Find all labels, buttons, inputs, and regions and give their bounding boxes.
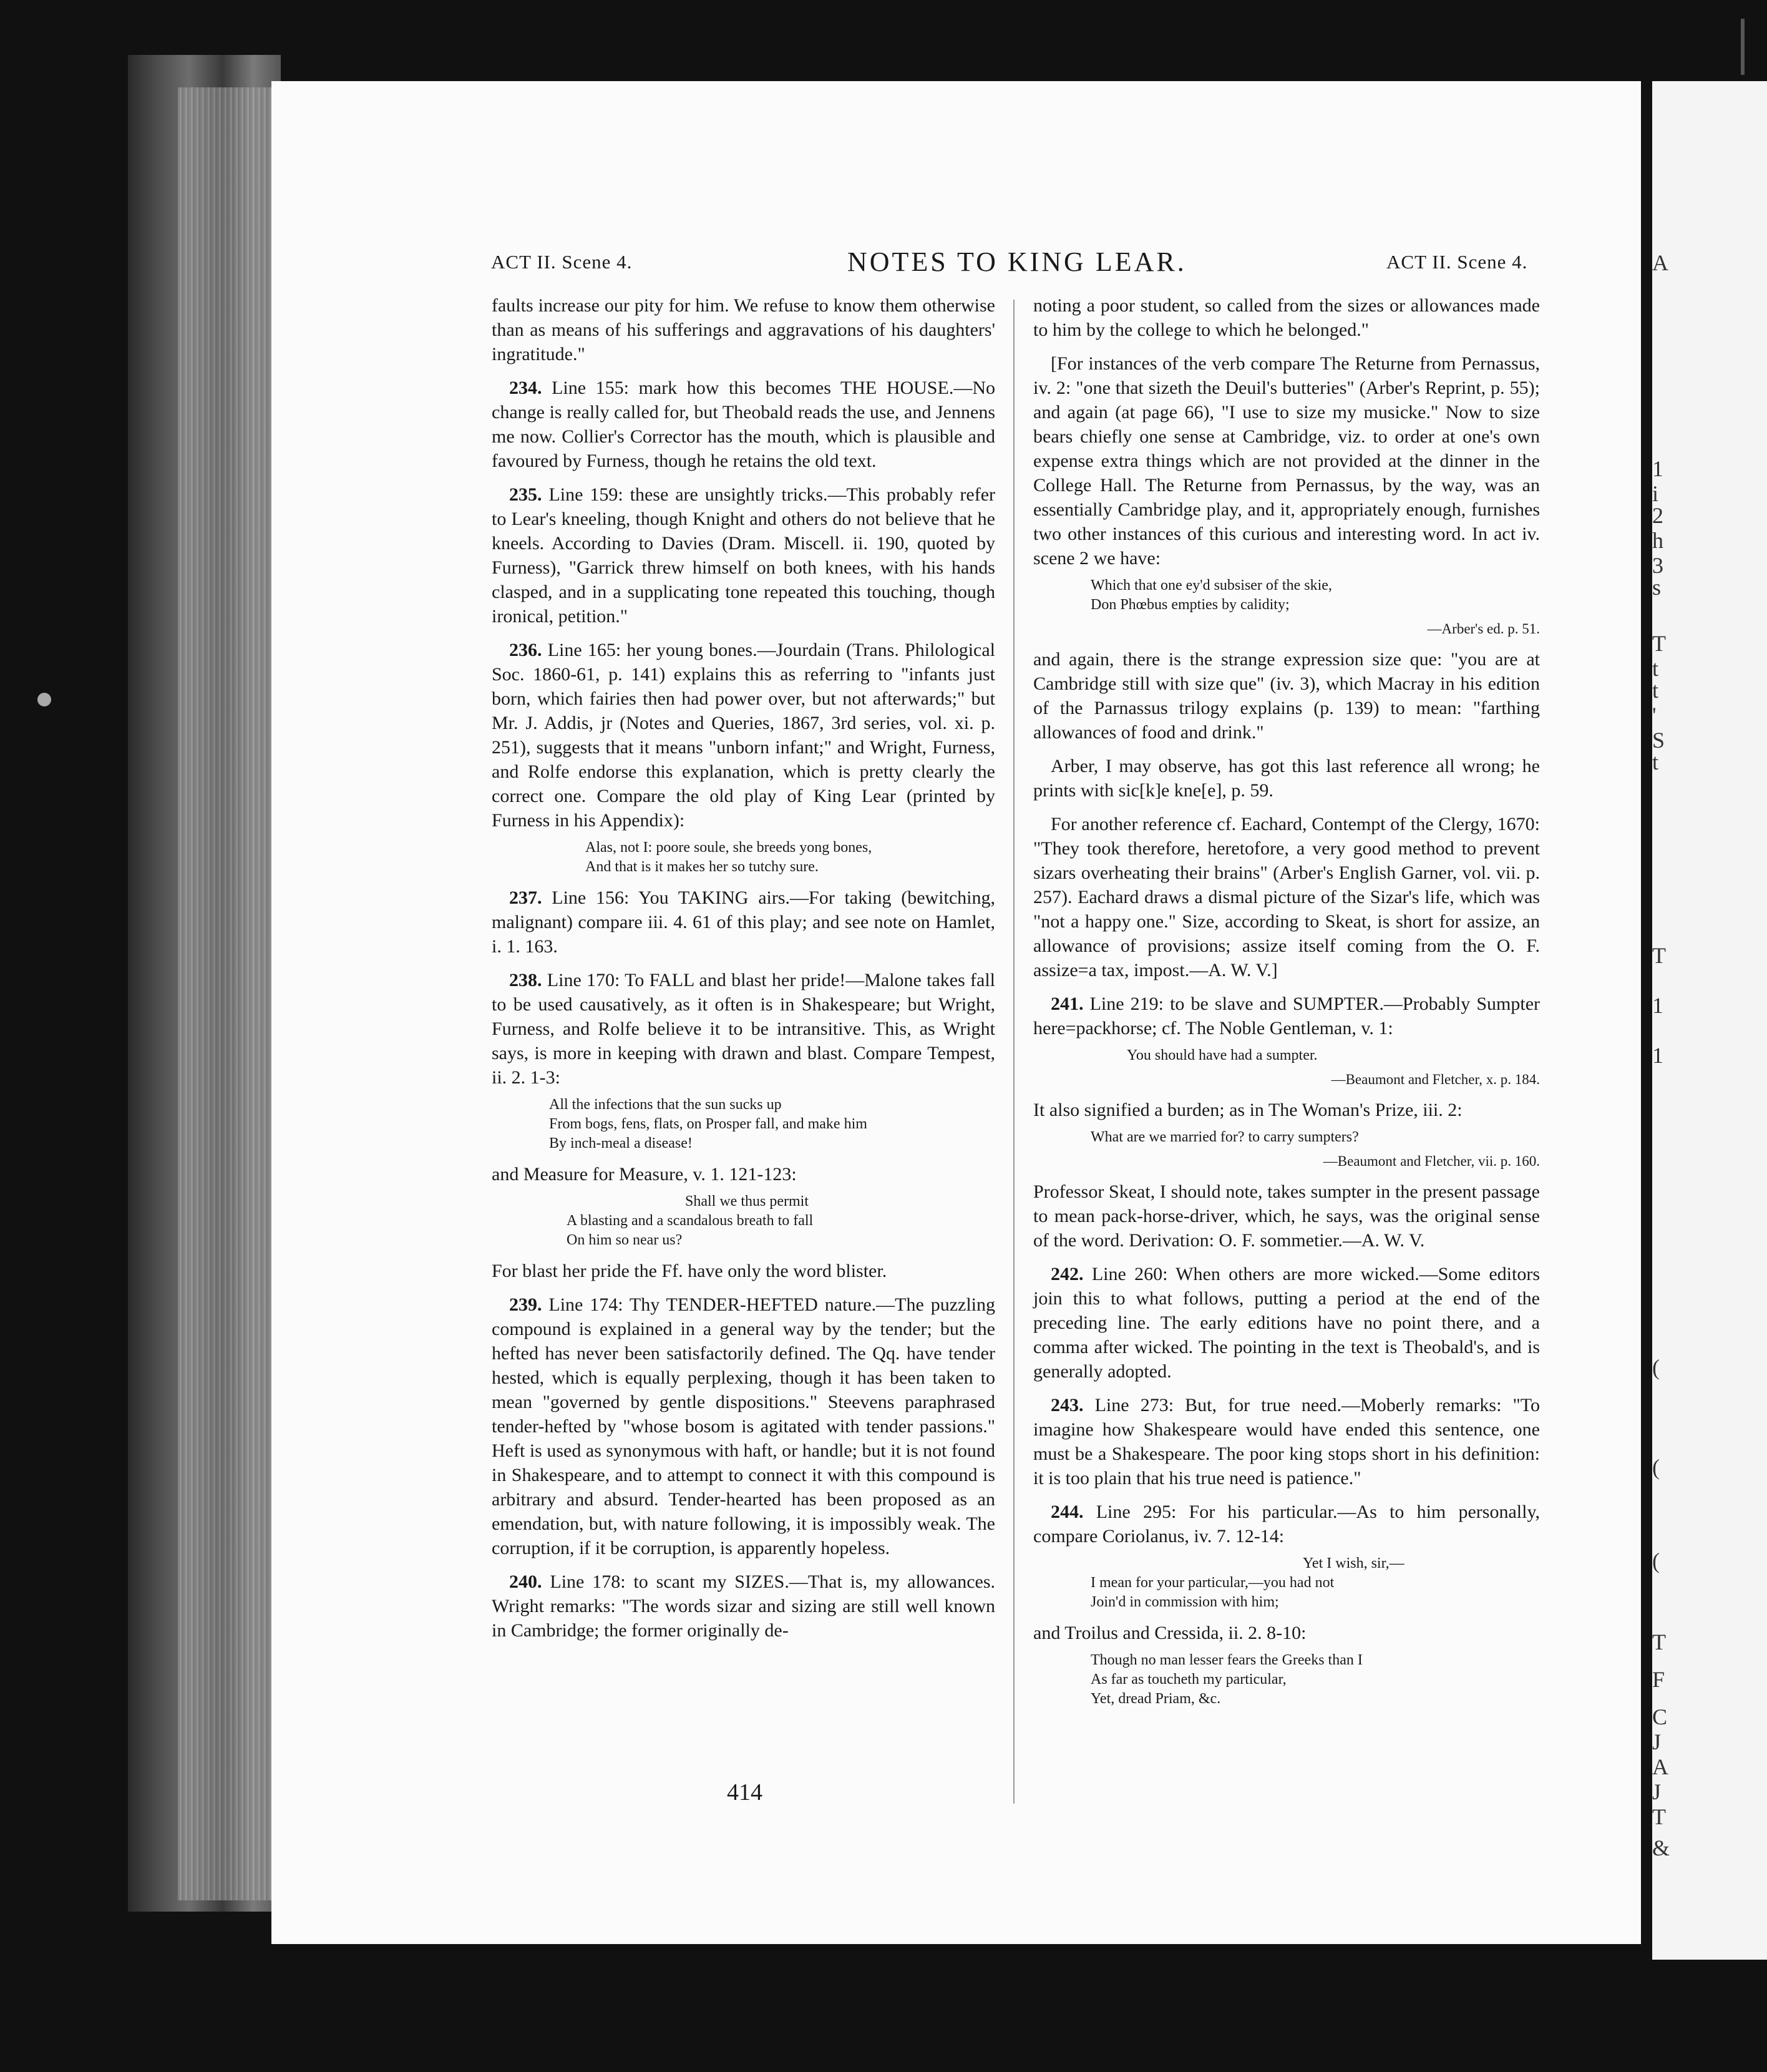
note-text: Line 174: Thy TENDER-HEFTED nature.—The puzzling compound is explained in a general way by the tender; but the hefted has never been satisfactorily defined. The Qq. have tender hested, which is equally perplexing, though it has been taken to mean "governed by gentle dispositions." Steevens paraphrased tender-hefted by "whose bosom is agitated with tender passions." Heft is used as synonymous with haft, or handle; but it is not found in Shakespeare, and to attempt to connect it with this compound is arbitrary and absurd. Tender-hearted has been proposed as an emendation, but, with nature following, it is impossibly weak. The corruption, if it be corruption, is apparently hopeless. [492, 1294, 995, 1558]
note-241 [1033, 992, 1540, 1040]
verse-line: Yet I wish, sir,— [1303, 1555, 1404, 1571]
facing-page-fragment: ' [1652, 703, 1657, 728]
note-continuation: and Troilus and Cressida, ii. 2. 8-10: [1033, 1623, 1307, 1643]
quote-attribution: —Arber's ed. p. 51. [1427, 621, 1540, 637]
facing-page-fragment: h [1652, 528, 1663, 553]
facing-page-fragment: s [1652, 575, 1662, 600]
facing-page-fragment: ( [1652, 1548, 1660, 1573]
verse-line: You should have had a sumpter. [1127, 1047, 1318, 1063]
note-235 [492, 482, 995, 628]
note-text: Line 156: You TAKING airs.—For taking (bewitching, malignant) compare iii. 4. 61 of this play; and see note on Hamlet, i. 1. 163. [492, 887, 995, 957]
verse-line: What are we married for? to carry sumpters? [1091, 1129, 1359, 1145]
running-head-left: ACT II. Scene 4. [491, 251, 633, 273]
facing-page-edge [1652, 81, 1767, 1960]
facing-page-fragment: & [1652, 1835, 1670, 1860]
facing-page-fragment: J [1652, 1779, 1662, 1804]
running-head-title: NOTES TO KING LEAR. [847, 247, 1187, 277]
facing-page-fragment: i [1652, 481, 1659, 506]
page-number: 414 [727, 1779, 762, 1806]
note-continuation: Professor Skeat, I should note, takes sumpter in the present passage to mean pack-horse-driver, which, he says, was the original sense of the word. Derivation: O. F. sommetier.—A. W. V. [1033, 1181, 1540, 1251]
note-text: Line 165: her young bones.—Jourdain (Trans. Philological Soc. 1860-61, p. 141) explains this as referring to "infants just born, which fairies then had power over, but not afterwards;" but Mr. J. Addis, jr (Notes and Queries, 1867, 3rd series, vol. xi. p. 251), suggests that it means "unborn infant;" and Wright, Furness, and Rolfe endorse this explanation, which is pretty clearly the correct one. Compare the old play of King Lear (printed by Furness in his Appendix): [492, 640, 996, 831]
note-number: 244. [1051, 1502, 1084, 1522]
facing-page-fragment: 3 [1652, 553, 1663, 578]
note-text: Line 295: For his particular.—As to him personally, compare Coriolanus, iv. 7. 12-14: [1033, 1502, 1540, 1547]
facing-page-fragment: A [1652, 1754, 1668, 1779]
note-text: Line 219: to be slave and SUMPTER.—Probably Sumpter here=packhorse; cf. The Noble Gentleman, v. 1: [1033, 994, 1540, 1038]
verse-quote [567, 1192, 995, 1250]
verse-line: Don Phœbus empties by calidity; [1091, 597, 1290, 613]
facing-page-fragment: 2 [1652, 503, 1663, 528]
verse-quote [1091, 1651, 1540, 1709]
facing-page-fragment: 1 [1652, 456, 1663, 481]
verse-line: I mean for your particular,—you had not [1091, 1575, 1335, 1591]
facing-page-fragment: F [1652, 1667, 1665, 1692]
note-text: Line 170: To FALL and blast her pride!—Malone takes fall to be used causatively, as it often is in Shakespeare; but Wright, Furness, and Rolfe believe it to be intransitive. This, as Wright says, is more in keeping with drawn and blast. Compare Tempest, ii. 2. 1-3: [492, 970, 996, 1088]
note-text: Line 178: to scant my SIZES.—That is, my allowances. Wright remarks: "The words sizar and sizing are still well known in Cambridge; the former originally de- [492, 1571, 996, 1641]
note-number: 243. [1051, 1395, 1084, 1415]
verse-line: Though no man lesser fears the Greeks than I [1091, 1652, 1363, 1668]
note-text: Line 155: mark how this becomes THE HOUSE.—No change is really called for, but Theobald reads the use, and Jennens me now. Collier's Corrector has the mouth, which is plausible and favoured by Furness, though he retains the old text. [492, 378, 995, 471]
verse-quote [549, 1095, 995, 1153]
verse-line: As far as toucheth my particular, [1091, 1671, 1287, 1688]
note-number: 241. [1051, 994, 1084, 1014]
facing-page-fragment: t [1652, 750, 1659, 775]
note-244 [1033, 1500, 1540, 1548]
verse-line: Join'd in commission with him; [1091, 1594, 1279, 1610]
verse-line: From bogs, fens, flats, on Prosper fall, and make him [549, 1116, 867, 1132]
verse-quote [1091, 1128, 1540, 1147]
paragraph: and again, there is the strange expression size que: "you are at Cambridge still with size que" (iv. 3), which Macray in his edition of the Parnassus trilogy explains (p. 139) to mean: "farthing allowances of food and drink." [1033, 649, 1540, 743]
facing-page-fragment: T [1652, 1804, 1666, 1829]
paragraph: Arber, I may observe, has got this last reference all wrong; he prints with sic[k]e kne[e], p. 59. [1033, 756, 1540, 801]
verse-line: All the infections that the sun sucks up [549, 1097, 782, 1113]
facing-page-fragment: ( [1652, 1355, 1660, 1380]
facing-page-fragment: A [1652, 250, 1668, 275]
note-continuation: and Measure for Measure, v. 1. 121-123: [492, 1164, 797, 1185]
note-continuation: For blast her pride the Ff. have only the word blister. [492, 1261, 887, 1281]
verse-quote [1091, 1554, 1540, 1612]
note-number: 240. [509, 1571, 542, 1592]
continued-paragraph: faults increase our pity for him. We refuse to know them otherwise than as means of his sufferings and aggravations of his daughters' ingratitude." [492, 295, 995, 364]
verse-quote [1127, 1046, 1540, 1065]
paragraph: For another reference cf. Eachard, Contempt of the Clergy, 1670: "They took therefore, heretofore, a very good method to prevent sizars overheating their brains" (Arber's English Garner, vol. vii. p. 257). Eachard draws a dismal picture of the Sizar's life, which was "not a happy one." Size, according to Skeat, is short for assize, an allowance of provisions; assize itself coming from the O. F. assize=a tax, impost.—A. W. V.] [1033, 814, 1540, 980]
scanner-mark-icon [37, 693, 51, 706]
corner-mark-icon [1741, 19, 1745, 75]
note-number: 242. [1051, 1264, 1084, 1284]
verse-line: Which that one ey'd subsiser of the skie, [1091, 577, 1332, 594]
note-243 [1033, 1393, 1540, 1490]
verse-line: Alas, not I: poore soule, she breeds yong bones, [585, 839, 872, 856]
note-234 [492, 376, 995, 473]
facing-page-fragment: J [1652, 1729, 1662, 1754]
quote-attribution: —Beaumont and Fletcher, x. p. 184. [1331, 1072, 1540, 1087]
left-column [492, 293, 995, 1652]
facing-page-fragment: C [1652, 1704, 1668, 1729]
facing-page-fragment: S [1652, 728, 1665, 753]
verse-line: Shall we thus permit [685, 1193, 809, 1209]
facing-page-fragment: 1 [1652, 1043, 1663, 1068]
note-text: Line 159: these are unsightly tricks.—This probably refer to Lear's kneeling, though Knight and others do not believe that he kneels. According to Davies (Dram. Miscell. ii. 190, quoted by Furness), "Garrick threw himself on both knees, with his hands clasped, and in a supplicating tone repeated this touching, though ironical, petition." [492, 484, 996, 627]
running-head-right: ACT II. Scene 4. [1386, 251, 1528, 273]
note-number: 237. [509, 887, 542, 908]
verse-line: A blasting and a scandalous breath to fall [567, 1213, 814, 1229]
note-236 [492, 638, 995, 833]
verse-line: Yet, dread Priam, &c. [1091, 1691, 1221, 1707]
note-text: Line 260: When others are more wicked.—Some editors join this to what follows, putting a period at the end of the preceding line. The early editions have no point there, and a comma after wicked. The pointing in the text is Theobald's, and is generally adopted. [1033, 1264, 1541, 1382]
continued-paragraph: noting a poor student, so called from the sizes or allowances made to him by the college to which he belonged." [1033, 295, 1540, 340]
column-divider [1013, 300, 1015, 1804]
note-number: 239. [509, 1294, 542, 1315]
note-242 [1033, 1262, 1540, 1384]
quote-attribution: —Beaumont and Fletcher, vii. p. 160. [1323, 1153, 1540, 1169]
right-column [1033, 293, 1540, 1718]
verse-line: On him so near us? [567, 1232, 683, 1248]
verse-line: By inch-meal a disease! [549, 1135, 693, 1151]
note-239 [492, 1293, 995, 1560]
facing-page-fragment: T [1652, 1630, 1666, 1654]
note-237 [492, 886, 995, 959]
note-number: 235. [509, 484, 542, 505]
verse-quote [1091, 576, 1540, 615]
note-number: 238. [509, 970, 542, 990]
verse-quote [585, 838, 995, 877]
note-text: Line 273: But, for true need.—Moberly remarks: "To imagine how Shakespeare would have ended this sentence, one must be a Shakespeare. The poor king stops short in his definition: it is too plain that his true need is patience." [1033, 1395, 1541, 1488]
verse-line: And that is it makes her so tutchy sure. [585, 859, 819, 875]
page-stack-edge [178, 87, 271, 1900]
facing-page-fragment: 1 [1652, 993, 1663, 1018]
note-continuation: It also signified a burden; as in The Woman's Prize, iii. 2: [1033, 1100, 1463, 1120]
note-number: 236. [509, 640, 542, 660]
facing-page-fragment: t [1652, 678, 1659, 703]
facing-page-fragment: T [1652, 943, 1666, 968]
note-number: 234. [509, 378, 542, 398]
facing-page-fragment: T [1652, 631, 1666, 656]
note-240 [492, 1570, 995, 1643]
note-238 [492, 968, 995, 1090]
facing-page-fragment: t [1652, 656, 1659, 681]
facing-page-fragment: ( [1652, 1455, 1660, 1480]
bracketed-paragraph: [For instances of the verb compare The Returne from Pernassus, iv. 2: "one that sizeth the Deuil's butteries" (Arber's Reprint, p. 55); and again (at page 66), "I use to size my musicke." Now to size bears chiefly one sense at Cambridge, viz. to order at one's own expense extra things which are not provided at the dinner in the College Hall. The Returne from Pernassus, by the way, was an essentially Cambridge play, and it, appropriately enough, furnishes two other instances of this curious and interesting word. In act iv. scene 2 we have: [1033, 353, 1540, 569]
